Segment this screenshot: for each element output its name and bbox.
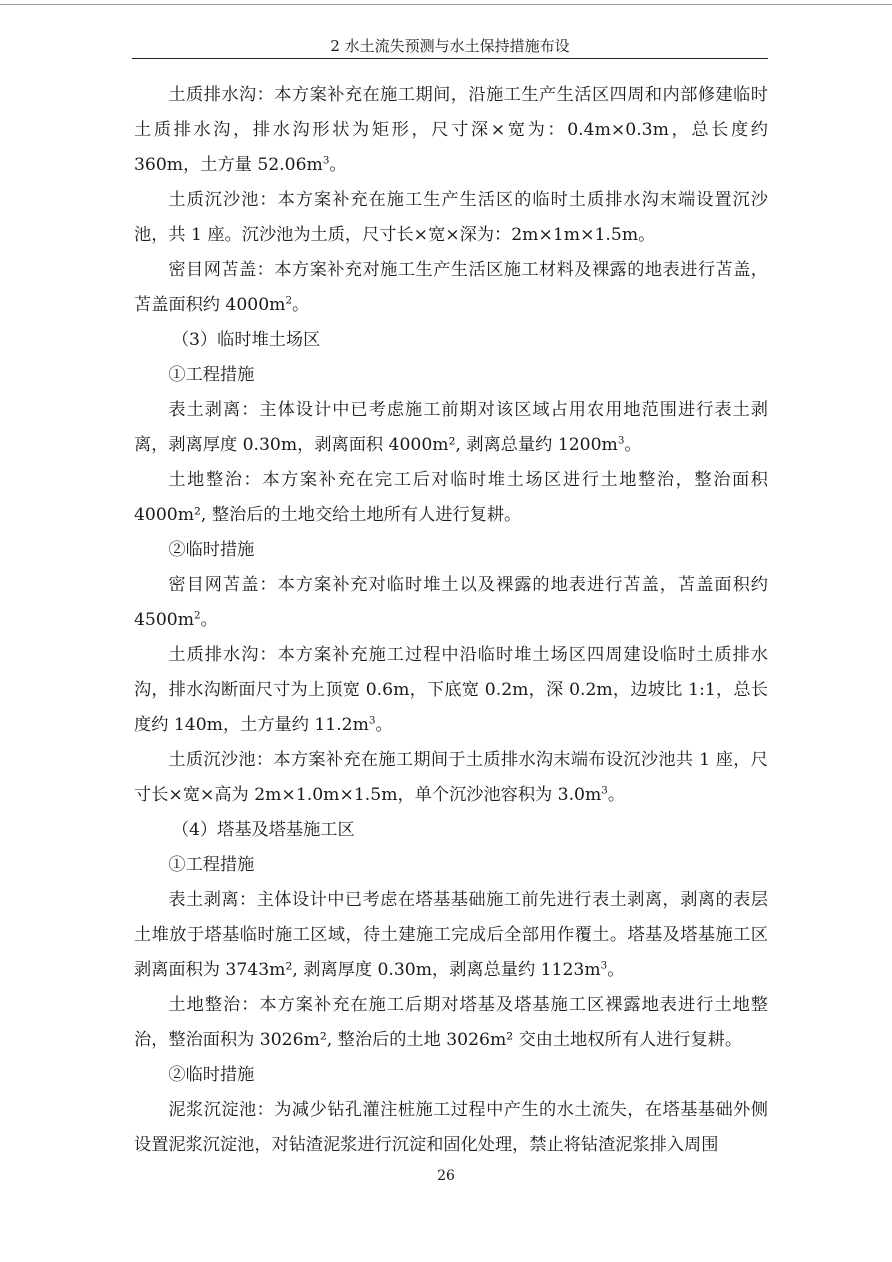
paragraph: 土地整治：本方案补充在完工后对临时堆土场区进行土地整治，整治面积 4000m², 整治后的土地交给土地所有人进行复耕。 — [134, 470, 768, 525]
running-header: 2 水土流失预测与水土保持措施布设 — [330, 37, 570, 55]
paragraph: 表土剥离：主体设计中已考虑在塔基基础施工前先进行表土剥离，剥离的表层土堆放于塔基临时施工区域，待土建施工完成后全部用作覆土。塔基及塔基施工区剥离面积为 3743m², 剥离厚度 0.30m，剥离总量约 $1123m^3$。 — [134, 890, 768, 980]
paragraph: 土质排水沟：本方案补充施工过程中沿临时堆土场区四周建设临时土质排水沟，排水沟断面尺寸为上顶宽 0.6m，下底宽 0.2m，深 0.2m，边坡比 1:1，总长度约 140m，土方量约 $11.2m^3$。 — [134, 645, 768, 735]
paragraph: 土质沉沙池：本方案补充在施工生产生活区的临时土质排水沟末端设置沉沙池，共 1 座。沉沙池为土质，尺寸长×宽×深为：2m×1m×1.5m。 — [134, 190, 768, 245]
paragraph: 土质沉沙池：本方案补充在施工期间于土质排水沟末端布设沉沙池共 1 座，尺寸长×宽×高为 2m×1.0m×1.5m，单个沉沙池容积为 $3.0m^3$。 — [134, 750, 768, 805]
paragraph: 土地整治：本方案补充在施工后期对塔基及塔基施工区裸露地表进行土地整治，整治面积为 3026m², 整治后的土地 3026m² 交由土地权所有人进行复耕。 — [134, 995, 768, 1050]
header-rule — [132, 58, 768, 59]
section-heading: （3）临时堆土场区 — [171, 330, 321, 350]
paragraph: 土质排水沟：本方案补充在施工期间，沿施工生产生活区四周和内部修建临时土质排水沟，排水沟形状为矩形，尺寸深×宽为：0.4m×0.3m，总长度约 360m，土方量 $52.06m^3$。 — [134, 85, 768, 175]
paragraph: 表土剥离：主体设计中已考虑施工前期对该区域占用农用地范围进行表土剥离，剥离厚度 0.30m，剥离面积 4000m², 剥离总量约 $1200m^3$。 — [134, 400, 768, 455]
paragraph: 密目网苫盖：本方案补充对临时堆土以及裸露的地表进行苫盖，苫盖面积约 $4500m^2$。 — [134, 575, 768, 630]
subsection-heading: ①工程措施 — [168, 365, 255, 385]
page-top-edge — [0, 4, 892, 5]
subsection-heading: ①工程措施 — [168, 855, 255, 875]
paragraph: 密目网苫盖：本方案补充对施工生产生活区施工材料及裸露的地表进行苫盖，苫盖面积约 $4000m^2$。 — [134, 260, 768, 315]
page-number: 26 — [437, 1168, 455, 1184]
page-body — [134, 78, 768, 1163]
section-heading: （4）塔基及塔基施工区 — [171, 820, 355, 840]
subsection-heading: ②临时措施 — [168, 1065, 255, 1085]
subsection-heading: ②临时措施 — [168, 540, 255, 560]
paragraph: 泥浆沉淀池：为减少钻孔灌注桩施工过程中产生的水土流失，在塔基基础外侧设置泥浆沉淀池，对钻渣泥浆进行沉淀和固化处理，禁止将钻渣泥浆排入周围 — [134, 1100, 768, 1155]
